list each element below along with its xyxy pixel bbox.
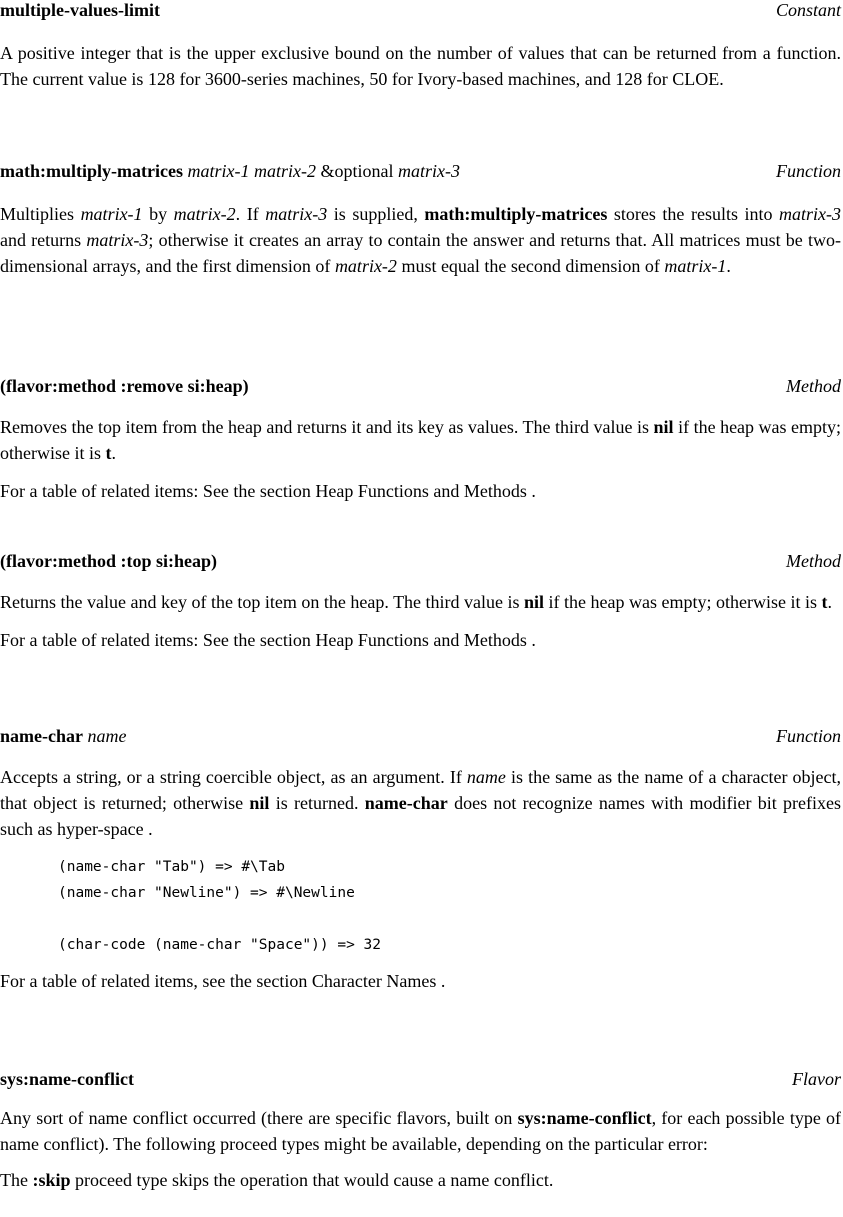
entry-multiple-values-limit bbox=[0, 0, 841, 92]
entry-header bbox=[0, 726, 841, 746]
text: . bbox=[827, 592, 832, 612]
arg-ref: matrix-2 bbox=[334, 256, 397, 276]
entry-arg: matrix-3 bbox=[397, 161, 460, 181]
arg-ref: matrix-1 bbox=[80, 204, 143, 224]
flavor-ref: sys:name-conflict bbox=[517, 1108, 652, 1128]
text: Removes the top item from the heap and returns it and its key as values. The third value is bbox=[0, 417, 650, 437]
entry-header bbox=[0, 551, 841, 571]
text: . bbox=[111, 443, 116, 463]
entry-header bbox=[0, 0, 841, 20]
entry-header bbox=[0, 376, 841, 396]
entry-arg: name bbox=[87, 726, 127, 746]
entry-lambda-keyword: &optional bbox=[320, 161, 394, 181]
text: . bbox=[726, 256, 731, 276]
symbol-nil: nil bbox=[653, 417, 674, 437]
symbol-t: t bbox=[105, 443, 112, 463]
text: stores the results into bbox=[613, 204, 773, 224]
entry-name: multiple-values-limit bbox=[0, 0, 160, 20]
entry-kind: Function bbox=[776, 161, 841, 181]
entry-header bbox=[0, 161, 841, 181]
arg-ref: matrix-1 bbox=[664, 256, 727, 276]
code-line: (char-code (name-char "Space")) => 32 bbox=[58, 937, 382, 953]
related-items-reference: For a table of related items, see the section Character Names . bbox=[0, 971, 446, 991]
symbol-nil: nil bbox=[249, 793, 270, 813]
entry-name: name-char bbox=[0, 726, 83, 746]
entry-method-top-heap bbox=[0, 551, 841, 653]
entry-arg: matrix-2 bbox=[253, 161, 316, 181]
entry-header bbox=[0, 1069, 841, 1089]
entry-description bbox=[0, 414, 841, 466]
entry-kind: Flavor bbox=[792, 1069, 841, 1089]
entry-description bbox=[0, 201, 841, 279]
text: ; otherwise it creates an array to contain the answer and returns that. All matrices must be two-dimensional arrays, and the first dimension of bbox=[0, 230, 841, 276]
text: , for each possible type of name conflict). The following proceed types might be available, depending on the particular error: bbox=[0, 1108, 841, 1154]
text: and returns bbox=[0, 230, 82, 250]
proceed-type-description bbox=[0, 1167, 841, 1193]
text: Accepts a string, or a string coercible object, as an argument. If bbox=[0, 767, 462, 787]
entry-name-conflict bbox=[0, 1069, 841, 1193]
entry-kind: Method bbox=[786, 551, 841, 571]
entry-name: (flavor:method :top si:heap) bbox=[0, 551, 217, 571]
code-line: (name-char "Newline") => #\Newline bbox=[58, 885, 355, 901]
entry-name: sys:name-conflict bbox=[0, 1069, 134, 1089]
code-line: (name-char "Tab") => #\Tab bbox=[58, 859, 285, 875]
related-items-reference: For a table of related items: See the section Heap Functions and Methods . bbox=[0, 630, 536, 650]
text: is supplied, bbox=[333, 204, 418, 224]
text: does not recognize names with modifier bit prefixes such as hyper-space . bbox=[0, 793, 842, 839]
entry-kind: Function bbox=[776, 726, 841, 746]
code-example bbox=[0, 854, 841, 958]
text: is returned. bbox=[275, 793, 359, 813]
text: is the same as the name of a character object, that object is returned; otherwise bbox=[0, 767, 841, 813]
text: by bbox=[149, 204, 168, 224]
entry-multiply-matrices bbox=[0, 161, 841, 279]
arg-ref: matrix-3 bbox=[265, 204, 328, 224]
text: Returns the value and key of the top item on the heap. The third value is bbox=[0, 592, 520, 612]
related-items-reference: For a table of related items: See the section Heap Functions and Methods . bbox=[0, 481, 536, 501]
entry-description bbox=[0, 589, 841, 615]
entry-name: (flavor:method :remove si:heap) bbox=[0, 376, 249, 396]
text: Any sort of name conflict occurred (there are specific flavors, built on bbox=[0, 1108, 513, 1128]
text: must equal the second dimension of bbox=[401, 256, 660, 276]
text: if the heap was empty; otherwise it is bbox=[0, 417, 842, 463]
entry-method-remove-heap bbox=[0, 376, 841, 504]
arg-ref: matrix-3 bbox=[86, 230, 149, 250]
text: . If bbox=[235, 204, 259, 224]
arg-ref: matrix-2 bbox=[173, 204, 236, 224]
function-ref: math:multiply-matrices bbox=[424, 204, 608, 224]
function-ref: name-char bbox=[364, 793, 448, 813]
entry-kind: Constant bbox=[775, 0, 841, 20]
entry-description bbox=[0, 764, 841, 842]
entry-description bbox=[0, 1105, 841, 1157]
text: proceed type skips the operation that would cause a name conflict. bbox=[75, 1170, 554, 1190]
proceed-type-skip: :skip bbox=[32, 1170, 71, 1190]
arg-ref: name bbox=[466, 767, 506, 787]
entry-kind: Method bbox=[786, 376, 841, 396]
entry-name-char bbox=[0, 726, 841, 994]
symbol-t: t bbox=[821, 592, 828, 612]
arg-ref: matrix-3 bbox=[779, 204, 842, 224]
text: if the heap was empty; otherwise it is bbox=[548, 592, 817, 612]
symbol-nil: nil bbox=[524, 592, 545, 612]
text: Multiplies bbox=[0, 204, 75, 224]
entry-arg: matrix-1 bbox=[187, 161, 250, 181]
entry-name: math:multiply-matrices bbox=[0, 161, 183, 181]
text: The bbox=[0, 1170, 28, 1190]
entry-description: A positive integer that is the upper exclusive bound on the number of values that can be returned from a function. The current value is 128 for 3600-series machines, 50 for Ivory-based machines, and 128 for CLOE. bbox=[0, 43, 841, 89]
